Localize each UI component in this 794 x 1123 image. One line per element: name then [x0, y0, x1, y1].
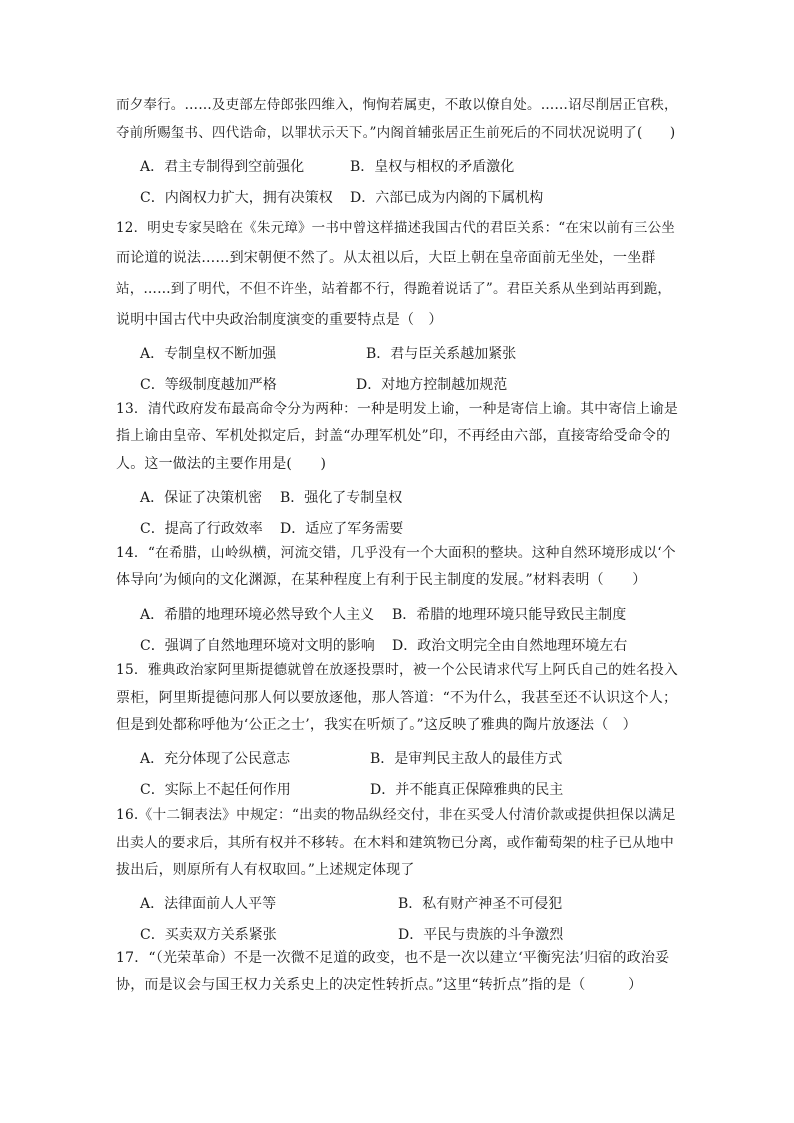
q11-option-b: B．皇权与相权的矛盾激化 — [350, 159, 515, 175]
q16-option-c: C．买卖双方关系紧张 — [140, 927, 277, 943]
q13-option-d: D．适应了军务需要 — [280, 521, 404, 537]
q17-stem-line-1: 17．“（光荣革命）不是一次微不足道的政变，也不是一次以建立‘平衡宪法’归宿的政治妥 — [116, 950, 670, 966]
q11-option-a: A．君主专制得到空前强化 — [140, 159, 305, 175]
q13-option-a: A．保证了决策机密 — [140, 490, 263, 506]
q16-option-a: A．法律面前人人平等 — [140, 896, 277, 912]
q15-stem-line-2: 票柜，阿里斯提德问那人何以要放逐他，那人答道：“不为什么，我甚至还不认识这个人； — [116, 690, 678, 706]
q13-option-b: B．强化了专制皇权 — [280, 490, 403, 506]
q15-stem-line-1: 15．雅典政治家阿里斯提德就曾在放逐投票时，被一个公民请求代写上阿氏自己的姓名投入 — [116, 662, 678, 678]
q11-option-d: D．六部已成为内阁的下属机构 — [350, 190, 544, 206]
q12-option-d: D．对地方控制越加规范 — [356, 377, 508, 393]
q15-option-b: B．是审判民主敌人的最佳方式 — [370, 751, 563, 767]
q14-stem-line-2: 体导向’为倾向的文化渊源，在某种程度上有利于民主制度的发展。”材料表明（ ） — [116, 572, 647, 588]
q13-option-c: C．提高了行政效率 — [140, 521, 263, 537]
q12-option-a: A．专制皇权不断加强 — [140, 346, 277, 362]
q11-stem-line-1: 而夕奉行。……及吏部左侍郎张四维入，恂恂若属吏，不敢以僚自处。……诏尽削居正官秩， — [116, 97, 678, 113]
q14-option-c: C．强调了自然地理环境对文明的影响 — [140, 638, 375, 654]
q15-option-c: C．实际上不起任何作用 — [140, 782, 291, 798]
q16-option-d: D．平民与贵族的斗争激烈 — [398, 927, 564, 943]
q12-stem-line-1: 12．明史专家吴晗在《朱元璋》一书中曾这样描述我国古代的君臣关系：“在宋以前有三公坐 — [116, 220, 675, 236]
q16-stem-line-2: 出卖人的要求后，其所有权并不移转。在木料和建筑物已分离，或作葡萄架的柱子已从地中 — [116, 835, 675, 851]
q13-stem-line-2: 指上谕由皇帝、军机处拟定后，封盖“办理军机处”印，不再经由六部，直接寄给受命令的 — [116, 428, 671, 444]
q15-option-a: A．充分体现了公民意志 — [140, 751, 291, 767]
q14-option-b: B．希腊的地理环境只能导致民主制度 — [392, 607, 627, 623]
q14-option-d: D．政治文明完全由自然地理环境左右 — [392, 638, 628, 654]
q12-option-b: B．君与臣关系越加紧张 — [366, 346, 517, 362]
q16-stem-line-3: 拔出后，则原所有人有权取回。”上述规定体现了 — [116, 862, 415, 878]
q14-option-a: A．希腊的地理环境必然导致个人主义 — [140, 607, 375, 623]
q14-stem-line-1: 14．“在希腊，山岭纵横，河流交错，几乎没有一个大面积的整块。这种自然环境形成以‘个 — [116, 545, 676, 561]
q12-stem-line-4: 说明中国古代中央政治制度演变的重要特点是（ ） — [116, 312, 443, 328]
q12-stem-line-3: 站，……到了明代，不但不许坐，站着都不行，得跪着说话了”。君臣关系从坐到站再到跪， — [116, 281, 672, 297]
q13-stem-line-3: 人。这一做法的主要作用是( ) — [116, 456, 327, 472]
q16-stem-line-1: 16.《十二铜表法》中规定：“出卖的物品纵经交付，非在买受人付清价款或提供担保以满足 — [116, 807, 676, 823]
q15-stem-line-3: 但是到处都称呼他为‘公正之士’，我实在听烦了。”这反映了雅典的陶片放逐法（ ） — [116, 717, 637, 733]
q16-option-b: B．私有财产神圣不可侵犯 — [398, 896, 563, 912]
q12-stem-line-2: 而论道的说法……到宋朝便不然了。从太祖以后，大臣上朝在皇帝面前无坐处，一坐群 — [116, 250, 656, 266]
q12-option-c: C．等级制度越加严格 — [140, 377, 277, 393]
q13-stem-line-1: 13．清代政府发布最高命令分为两种：一种是明发上谕，一种是寄信上谕。其中寄信上谕是 — [116, 401, 678, 417]
q15-option-d: D．并不能真正保障雅典的民主 — [370, 782, 564, 798]
q17-stem-line-2: 协，而是议会与国王权力关系史上的决定性转折点。”这里“转折点”指的是（ ） — [116, 977, 643, 993]
q11-stem-line-2: 夺前所赐玺书、四代诰命，以罪状示天下。”内阁首辅张居正生前死后的不同状况说明了( ) — [116, 125, 676, 141]
q11-option-c: C．内阁权力扩大，拥有决策权 — [140, 190, 333, 206]
